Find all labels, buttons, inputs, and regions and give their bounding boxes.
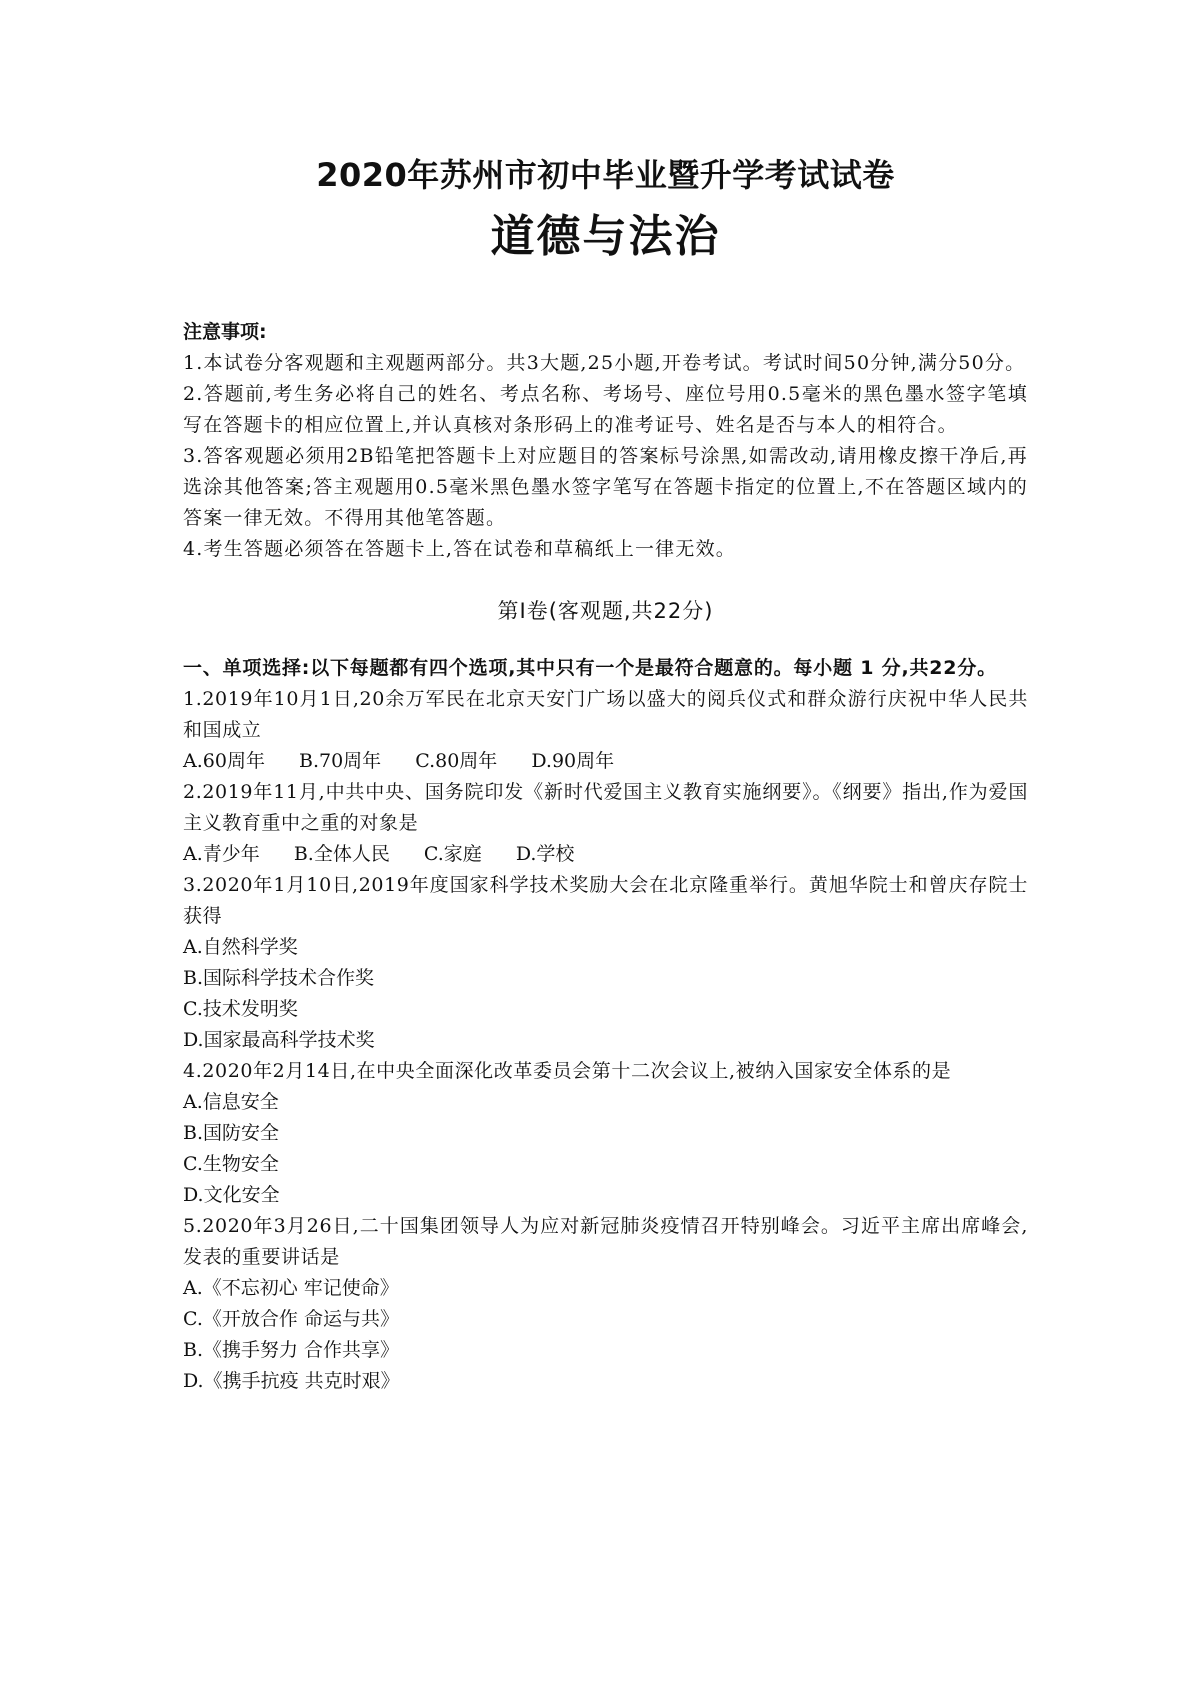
question-3-option-c: C.技术发明奖 bbox=[183, 998, 298, 1020]
question-1-stem: 1.2019年10月1日,20余万军民在北京天安门广场以盛大的阅兵仪式和群众游行庆祝中华人民共和国成立 bbox=[183, 688, 1028, 741]
question-5-option-b: B.《携手努力 合作共享》 bbox=[183, 1339, 400, 1361]
question-4-option-c: C.生物安全 bbox=[183, 1153, 279, 1175]
question-5-option-d: D.《携手抗疫 共克时艰》 bbox=[183, 1370, 400, 1392]
question-2-option-d: D.学校 bbox=[515, 843, 575, 865]
question-3-option-a: A.自然科学奖 bbox=[183, 936, 298, 958]
question-2-option-c: C.家庭 bbox=[423, 843, 482, 865]
question-5-option-a: A.《不忘初心 牢记使命》 bbox=[183, 1277, 399, 1299]
question-1-option-a: A.60周年 bbox=[183, 750, 265, 772]
question-2-stem: 2.2019年11月,中共中央、国务院印发《新时代爱国主义教育实施纲要》。《纲要》指出,作为爱国主义教育重中之重的对象是 bbox=[183, 781, 1028, 834]
question-1-option-b: B.70周年 bbox=[299, 750, 382, 772]
question-4-option-d: D.文化安全 bbox=[183, 1184, 280, 1206]
question-2-option-b: B.全体人民 bbox=[293, 843, 390, 865]
question-1-options bbox=[183, 746, 1028, 777]
notes-item-2: 2.答题前,考生务必将自己的姓名、考点名称、考场号、座位号用0.5毫米的黑色墨水签字笔填写在答题卡的相应位置上,并认真核对条形码上的准考证号、姓名是否与本人的相符合。 bbox=[183, 383, 1028, 436]
notes-item-3: 3.答客观题必须用2B铅笔把答题卡上对应题目的答案标号涂黑,如需改动,请用橡皮擦干净后,再选涂其他答案;答主观题用0.5毫米黑色墨水签字笔写在答题卡指定的位置上,不在答题区域内的答案一律无效。不得用其他笔答题。 bbox=[183, 445, 1028, 529]
question-1-option-d: D.90周年 bbox=[531, 750, 615, 772]
notes-title: 注意事项: bbox=[183, 321, 267, 343]
question-3-option-b: B.国际科学技术合作奖 bbox=[183, 967, 375, 989]
question-4-stem: 4.2020年2月14日,在中央全面深化改革委员会第十二次会议上,被纳入国家安全体系的是 bbox=[183, 1060, 952, 1082]
question-5-stem: 5.2020年3月26日,二十国集团领导人为应对新冠肺炎疫情召开特别峰会。习近平主席出席峰会,发表的重要讲话是 bbox=[183, 1215, 1028, 1268]
exam-subject: 道德与法治 bbox=[490, 211, 721, 262]
question-2-options bbox=[183, 839, 1028, 870]
notes-block bbox=[183, 317, 1028, 565]
exam-title: 2020年苏州市初中毕业暨升学考试试卷 bbox=[316, 156, 895, 194]
notes-item-1: 1.本试卷分客观题和主观题两部分。共3大题,25小题,开卷考试。考试时间50分钟,满分50分。 bbox=[183, 352, 1026, 374]
part-heading: 一、单项选择:以下每题都有四个选项,其中只有一个是最符合题意的。每小题 1 分,共22分。 bbox=[183, 657, 997, 679]
section-heading: 第Ⅰ卷(客观题,共22分) bbox=[497, 599, 714, 623]
question-2-option-a: A.青少年 bbox=[183, 843, 260, 865]
question-5-option-c: C.《开放合作 命运与共》 bbox=[183, 1308, 399, 1330]
question-3-option-d: D.国家最高科学技术奖 bbox=[183, 1029, 375, 1051]
question-3-stem: 3.2020年1月10日,2019年度国家科学技术奖励大会在北京隆重举行。黄旭华院士和曾庆存院士获得 bbox=[183, 874, 1028, 927]
question-4-option-a: A.信息安全 bbox=[183, 1091, 279, 1113]
page-content bbox=[183, 155, 1028, 1397]
notes-item-4: 4.考生答题必须答在答题卡上,答在试卷和草稿纸上一律无效。 bbox=[183, 538, 736, 560]
question-4-option-b: B.国防安全 bbox=[183, 1122, 280, 1144]
question-1-option-c: C.80周年 bbox=[415, 750, 498, 772]
